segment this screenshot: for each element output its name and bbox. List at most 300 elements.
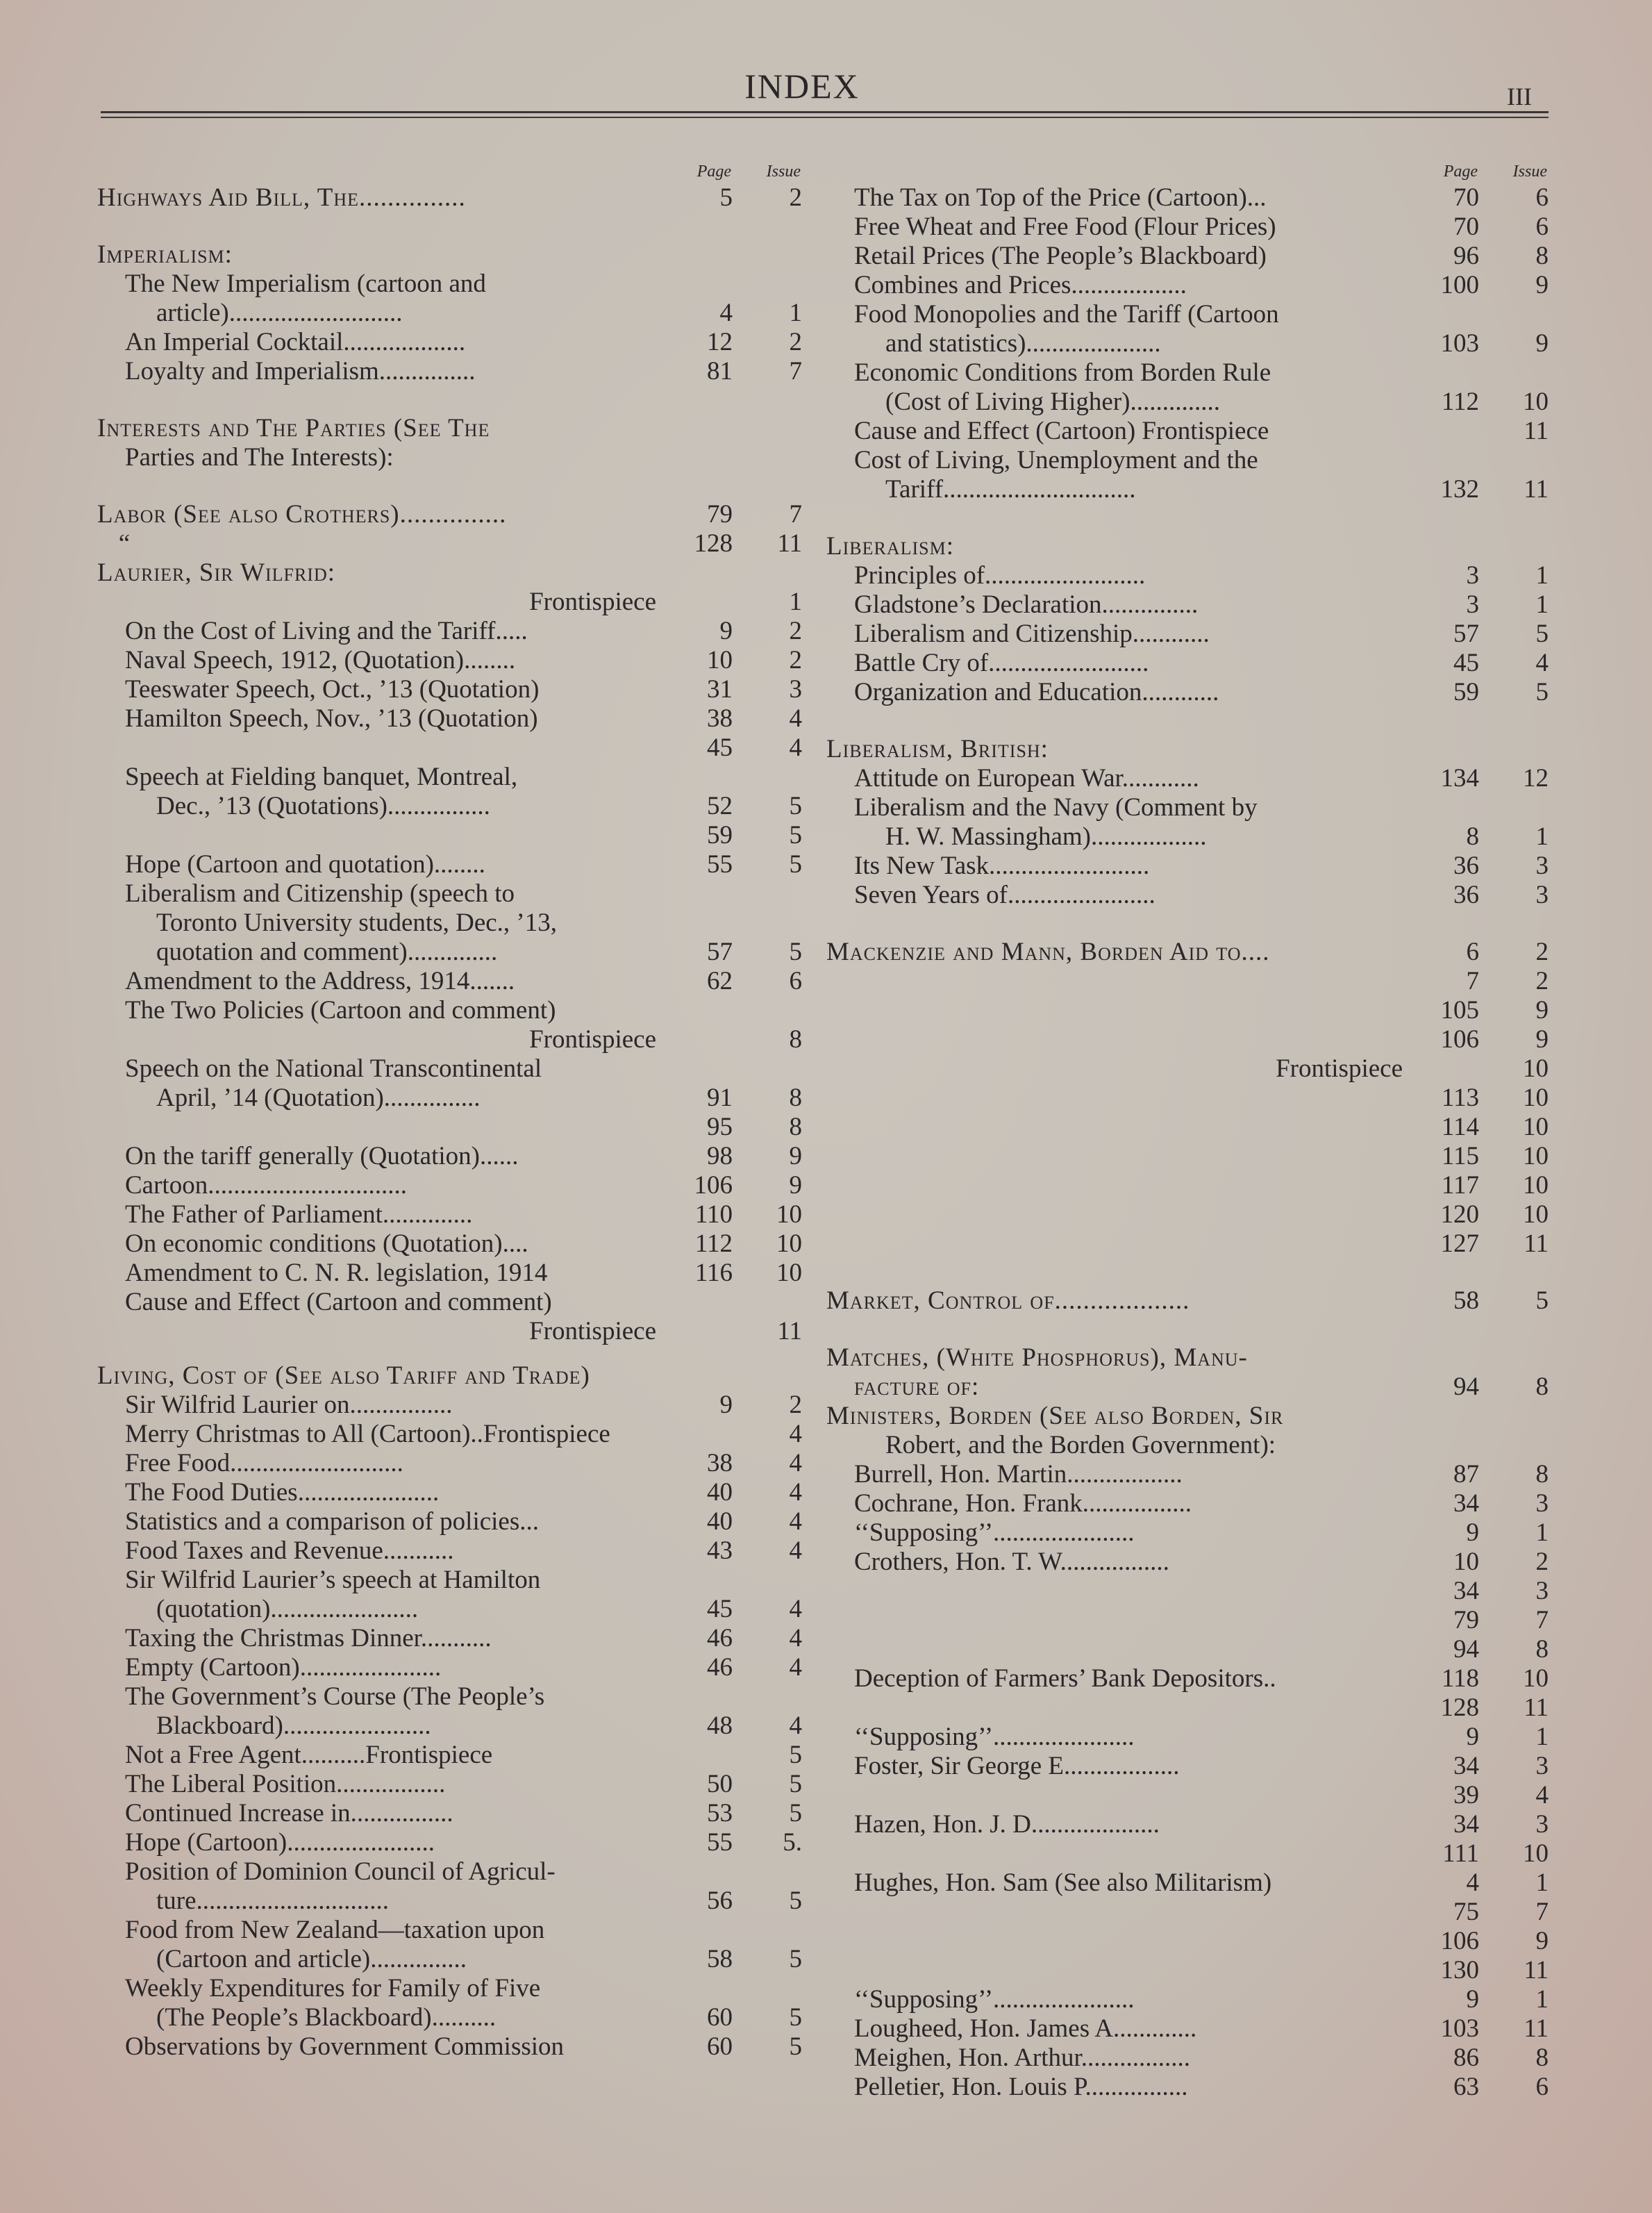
index-entry [826,1113,1549,1142]
page-ref: 103 [1440,2014,1479,2043]
issue-ref: 4 [789,1507,802,1536]
index-entry [97,1025,802,1054]
page-ref: 34 [1453,1489,1479,1518]
header-rule [101,111,1549,113]
page-ref: 12 [707,328,733,356]
issue-ref: 8 [789,1025,802,1054]
index-heading [97,414,802,443]
entry-label: quotation and comment).............. [156,938,498,966]
issue-ref: 12 [1523,764,1549,793]
index-heading [97,529,802,558]
issue-ref: 11 [777,1317,802,1345]
index-entry [97,328,802,357]
issue-ref: 6 [1535,183,1549,212]
page-ref: 55 [707,1828,733,1857]
page-ref: 113 [1441,1084,1479,1112]
page-column-header: Page [696,163,731,181]
issue-ref: 1 [1535,1985,1549,2014]
entry-label: (The People’s Blackboard).......... [156,2003,497,2032]
issue-ref: 10 [1523,1142,1549,1170]
index-entry [826,1635,1549,1664]
index-heading [97,240,802,270]
page-ref: 81 [707,357,733,386]
page-ref: 70 [1453,213,1479,241]
entry-label: Observations by Government Commission [125,2032,565,2061]
page-ref: 95 [707,1113,733,1141]
index-entry [826,678,1549,707]
entry-label: Food Taxes and Revenue........... [125,1536,454,1565]
issue-ref: 11 [1524,1693,1549,1722]
page-ref: 60 [707,2003,733,2032]
page-number: III [1507,83,1532,110]
page-ref: 132 [1440,475,1479,504]
issue-ref: 3 [1535,1752,1549,1780]
entry-label: Taxing the Christmas Dinner........... [125,1624,492,1652]
index-entry [97,1171,802,1200]
index-entry [826,1956,1549,1985]
entry-label: Liberalism, British: [826,735,1049,763]
issue-ref: 10 [1523,1839,1549,1868]
entry-label: On the Cost of Living and the Tariff..... [125,617,528,645]
index-entry [826,590,1549,620]
index-entry [826,1171,1549,1200]
entry-label: Robert, and the Borden Government): [885,1431,1276,1459]
page-ref: 46 [707,1624,733,1652]
index-entry [826,996,1549,1025]
index-entry [826,1142,1549,1171]
page-ref: 103 [1440,329,1479,358]
index-entry [826,1489,1549,1518]
page-ref: 59 [707,821,733,849]
index-entry [826,300,1549,329]
index-entry [97,299,802,328]
entry-label: Burrell, Hon. Martin.................. [854,1460,1183,1489]
entry-label: Meighen, Hon. Arthur................. [854,2044,1191,2072]
issue-ref: 4 [789,1653,802,1682]
index-heading [826,532,1549,561]
page-ref: 86 [1453,2044,1479,2072]
index-entry [826,1460,1549,1489]
issue-ref: 11 [1524,1229,1549,1258]
spacer [826,504,1549,532]
issue-ref: 7 [789,357,802,386]
entry-label: The Liberal Position................. [125,1770,446,1798]
index-entry [826,1810,1549,1839]
entry-label: The New Imperialism (cartoon and [125,270,486,298]
index-entry [97,270,802,299]
page-ref: 9 [1466,1518,1479,1547]
index-entry [97,1653,802,1682]
issue-ref: 1 [1535,561,1549,590]
issue-ref: 8 [789,1113,802,1141]
index-entry [826,1752,1549,1781]
index-entry [97,1595,802,1624]
index-entry [826,1868,1549,1898]
index-heading [97,183,802,213]
index-heading [97,500,802,529]
entry-label: Lougheed, Hon. James A............. [854,2014,1197,2043]
page-ref: 91 [707,1084,733,1112]
index-entry [97,1566,802,1595]
page-ref: 5 [719,183,733,212]
page-ref: 111 [1442,1839,1479,1868]
page-ref: 112 [1441,388,1479,416]
entry-label: ‘‘Supposing’’...................... [854,1985,1135,2014]
page-ref: 96 [1453,242,1479,270]
issue-ref: 10 [1523,1171,1549,1200]
entry-label: Battle Cry of......................... [854,649,1149,677]
spacer [97,213,802,240]
issue-ref: 10 [1523,1664,1549,1693]
issue-ref: 6 [789,967,802,995]
index-entry [826,417,1549,446]
page-ref: 50 [707,1770,733,1798]
page-ref: 57 [707,938,733,966]
entry-label: Cochrane, Hon. Frank................. [854,1489,1192,1518]
index-entry [826,1200,1549,1229]
entry-label: Naval Speech, 1912, (Quotation)........ [125,646,516,674]
entry-label: Parties and The Interests): [125,443,394,472]
index-entry [97,1624,802,1653]
page-ref: 116 [694,1259,733,1287]
entry-label: April, ’14 (Quotation)............... [156,1084,481,1112]
index-heading [97,1361,802,1391]
page-ref: 48 [707,1711,733,1740]
index-entry [97,763,802,792]
entry-label: Liberalism and the Navy (Comment by [854,793,1258,822]
entry-label: Crothers, Hon. T. W................. [854,1548,1169,1576]
page-ref: 36 [1453,852,1479,880]
issue-ref: 6 [1535,213,1549,241]
page-ref: 106 [1440,1025,1479,1054]
index-entry [826,793,1549,822]
index-entry [97,1770,802,1799]
issue-ref: 11 [1524,475,1549,504]
entry-label: ‘‘Supposing’’...................... [854,1518,1135,1547]
entry-label: Organization and Education............ [854,678,1219,706]
index-column-left [97,160,802,2062]
issue-ref: 2 [789,617,802,645]
page-ref: 34 [1453,1752,1479,1780]
issue-ref: 8 [1535,1373,1549,1401]
index-entry [826,329,1549,358]
entry-label: Hughes, Hon. Sam (See also Militarism) [854,1868,1272,1897]
page-ref: 128 [1440,1693,1479,1722]
issue-ref: 9 [1535,271,1549,299]
index-entry [826,822,1549,852]
page-ref: 34 [1453,1577,1479,1605]
entry-label: “ [97,529,131,558]
entry-label: Cartoon............................... [125,1171,407,1200]
page-ref: 115 [1441,1142,1479,1170]
index-entry [97,1391,802,1420]
index-entry [826,475,1549,504]
issue-ref: 10 [1523,1113,1549,1141]
page-ref: 70 [1453,183,1479,212]
entry-label: The Father of Parliament.............. [125,1200,473,1229]
entry-label: Weekly Expenditures for Family of Five [125,1974,541,2003]
index-entry [826,1431,1549,1460]
entry-label: Ministers, Borden (See also Borden, Sir [826,1402,1284,1430]
issue-ref: 10 [776,1200,802,1229]
entry-label: Liberalism: [826,532,954,561]
issue-ref: 2 [789,1391,802,1419]
issue-ref: 10 [1523,388,1549,416]
index-heading [826,1373,1549,1402]
page-ref: 10 [1453,1548,1479,1576]
page-ref: 112 [694,1229,733,1258]
index-entry [826,1084,1549,1113]
entry-label: Continued Increase in................ [125,1799,453,1827]
header-rule [101,117,1549,118]
issue-ref: 2 [1535,938,1549,966]
index-entry [97,1828,802,1857]
issue-ref: 6 [1535,2073,1549,2101]
issue-ref: 5 [789,850,802,879]
page-ref: 39 [1453,1781,1479,1809]
index-entry [97,1536,802,1566]
entry-label: Cause and Effect (Cartoon) Frontispiece [854,417,1269,445]
issue-ref: 5 [789,938,802,966]
page-ref: 3 [1466,590,1479,619]
issue-ref: 4 [789,1420,802,1448]
entry-label: Loyalty and Imperialism............... [125,357,476,386]
issue-ref: 2 [789,183,802,212]
entry-label: Not a Free Agent..........Frontispiece [125,1741,493,1769]
index-entries-left [97,183,802,2062]
index-heading [826,735,1549,764]
entry-label: The Two Policies (Cartoon and comment) [125,996,556,1025]
page-ref: 9 [719,617,733,645]
page-ref: 4 [719,299,733,327]
entry-label: Empty (Cartoon)...................... [125,1653,442,1682]
page-ref: 58 [1453,1286,1479,1315]
issue-ref: 5 [789,1770,802,1798]
entry-label: Statistics and a comparison of policies... [125,1507,539,1536]
index-entry [97,1916,802,1945]
issue-ref: 11 [777,529,802,558]
entry-label: Highways Aid Bill, The............... [97,183,466,212]
entry-label: Labor (See also Crothers)............... [97,500,507,529]
issue-ref: 3 [789,675,802,704]
issue-ref: 3 [1535,1810,1549,1839]
index-entry [826,1518,1549,1548]
page-ref: 87 [1453,1460,1479,1489]
issue-ref: 11 [1524,1956,1549,1984]
entry-label: Liberalism and Citizenship (speech to [125,879,515,908]
entry-label: Sir Wilfrid Laurier on................ [125,1391,453,1419]
entry-label: Merry Christmas to All (Cartoon)..Frontispiece [125,1420,610,1448]
entry-label: (Cartoon and article)............... [156,1945,467,1973]
entry-label: Attitude on European War............ [854,764,1199,793]
issue-ref: 5 [1535,620,1549,648]
entry-label: Amendment to C. N. R. legislation, 1914 [125,1259,548,1287]
entry-label: Teeswater Speech, Oct., ’13 (Quotation) [125,675,540,704]
entry-label: Free Wheat and Free Food (Flour Prices) [854,213,1276,241]
index-entry [826,881,1549,910]
entry-label: (Cost of Living Higher).............. [885,388,1220,416]
index-entry [97,909,802,938]
issue-ref: 5 [1535,1286,1549,1315]
page-ref: 62 [707,967,733,995]
issue-ref: 4 [789,1711,802,1740]
issue-ref: 5 [789,1799,802,1827]
page-ref: 79 [707,500,733,529]
page-ref: 45 [707,733,733,762]
entry-label: Frontispiece [529,1317,656,1345]
index-entry [97,967,802,996]
issue-ref: 4 [789,704,802,733]
spacer [97,1346,802,1361]
issue-ref: 1 [1535,1518,1549,1547]
page-ref: 8 [1466,822,1479,851]
index-entry [97,1420,802,1449]
entry-label: On economic conditions (Quotation).... [125,1229,528,1258]
page-ref: 60 [707,2032,733,2061]
entry-label: Retail Prices (The People’s Blackboard) [854,242,1267,270]
page-ref: 114 [1441,1113,1479,1141]
entry-label: Laurier, Sir Wilfrid: [97,558,336,587]
index-entry [97,1229,802,1259]
page-ref: 127 [1440,1229,1479,1258]
index-entry [97,704,802,733]
issue-ref: 10 [776,1229,802,1258]
index-entry [97,1682,802,1711]
issue-ref: 9 [1535,1927,1549,1955]
page-ref: 130 [1440,1956,1479,1984]
column-headers [97,160,802,183]
issue-ref: 8 [1535,1635,1549,1664]
entry-label: Frontispiece [1276,1054,1403,1083]
index-heading [826,1286,1549,1316]
page-ref: 134 [1440,764,1479,793]
issue-ref: 1 [1535,1868,1549,1897]
index-entry [97,850,802,879]
page-ref: 9 [1466,1985,1479,2014]
issue-ref: 4 [789,1595,802,1623]
issue-ref: 9 [1535,1025,1549,1054]
issue-ref: 9 [789,1142,802,1170]
issue-ref: 3 [1535,1489,1549,1518]
index-entry [97,1857,802,1887]
issue-ref: 1 [1535,822,1549,851]
entry-label: Foster, Sir George E.................. [854,1752,1180,1780]
entry-label: Liberalism and Citizenship............ [854,620,1210,648]
page-ref: 53 [707,1799,733,1827]
column-headers [826,160,1549,183]
entry-label: Free Food........................... [125,1449,403,1477]
entry-label: Blackboard)....................... [156,1711,431,1740]
entry-label: Matches, (White Phosphorus), Manu- [826,1343,1248,1372]
issue-ref: 7 [1535,1898,1549,1926]
index-heading [826,1343,1549,1373]
issue-ref: 5 [789,2003,802,2032]
page-ref: 59 [1453,678,1479,706]
page-ref: 52 [707,792,733,820]
issue-ref: 1 [1535,1723,1549,1751]
issue-ref: 5 [789,1887,802,1915]
index-entry [97,1259,802,1288]
index-entry [826,1229,1549,1259]
spacer [826,707,1549,735]
issue-ref: 4 [789,1624,802,1652]
index-entry [826,358,1549,388]
spacer [97,386,802,414]
page-ref: 10 [707,646,733,674]
spacer [826,910,1549,938]
issue-ref: 4 [1535,1781,1549,1809]
index-entry [826,271,1549,300]
entry-label: Living, Cost of (See also Tariff and Trade) [97,1361,590,1390]
page-ref: 56 [707,1887,733,1915]
index-entry [826,242,1549,271]
page-ref: 6 [1466,938,1479,966]
index-entry [97,675,802,704]
entry-label: Tariff.............................. [885,475,1136,504]
index-heading [826,938,1549,967]
issue-ref: 9 [1535,329,1549,358]
index-entry [97,2032,802,2062]
index-entry [826,1781,1549,1810]
index-entry [97,1054,802,1084]
page-ref: 4 [1466,1868,1479,1897]
spacer [826,1316,1549,1343]
issue-ref: 11 [1524,417,1549,445]
index-entry [826,1985,1549,2014]
index-entry [97,996,802,1025]
page-ref: 45 [707,1595,733,1623]
entry-label: Cause and Effect (Cartoon and comment) [125,1288,552,1316]
entry-label: The Food Duties...................... [125,1478,440,1507]
index-entry [97,1799,802,1828]
issue-ref: 4 [789,1449,802,1477]
entry-label: Economic Conditions from Borden Rule [854,358,1271,387]
issue-ref: 3 [1535,852,1549,880]
issue-ref: 8 [1535,2044,1549,2072]
issue-ref: 5 [1535,678,1549,706]
entry-label: The Tax on Top of the Price (Cartoon)... [854,183,1267,212]
entry-label: Frontispiece [529,1025,656,1054]
index-entry [826,620,1549,649]
entry-label: ‘‘Supposing’’...................... [854,1723,1135,1751]
issue-ref: 8 [1535,242,1549,270]
entry-label: Speech at Fielding banquet, Montreal, [125,763,518,791]
issue-column-header: Issue [766,163,801,181]
entry-label: Interests and The Parties (See The [97,414,490,442]
page-ref: 118 [1441,1664,1479,1693]
entry-label: Sir Wilfrid Laurier’s speech at Hamilton [125,1566,541,1594]
index-heading [97,558,802,588]
entry-label: Hope (Cartoon and quotation)........ [125,850,485,879]
entry-label: article)........................... [156,299,403,327]
issue-ref: 5 [789,1945,802,1973]
issue-ref: 4 [789,1536,802,1565]
entry-label: Hamilton Speech, Nov., ’13 (Quotation) [125,704,538,733]
page-ref: 7 [1466,967,1479,995]
page-ref: 46 [707,1653,733,1682]
issue-ref: 4 [789,1478,802,1507]
index-entry [97,1887,802,1916]
spacer [97,472,802,500]
index-entry [826,1025,1549,1054]
page-ref: 55 [707,850,733,879]
index-entry [826,1693,1549,1723]
index-entry [97,792,802,821]
index-entry [97,1113,802,1142]
index-entry [97,879,802,909]
index-entry [826,561,1549,590]
page-ref: 45 [1453,649,1479,677]
